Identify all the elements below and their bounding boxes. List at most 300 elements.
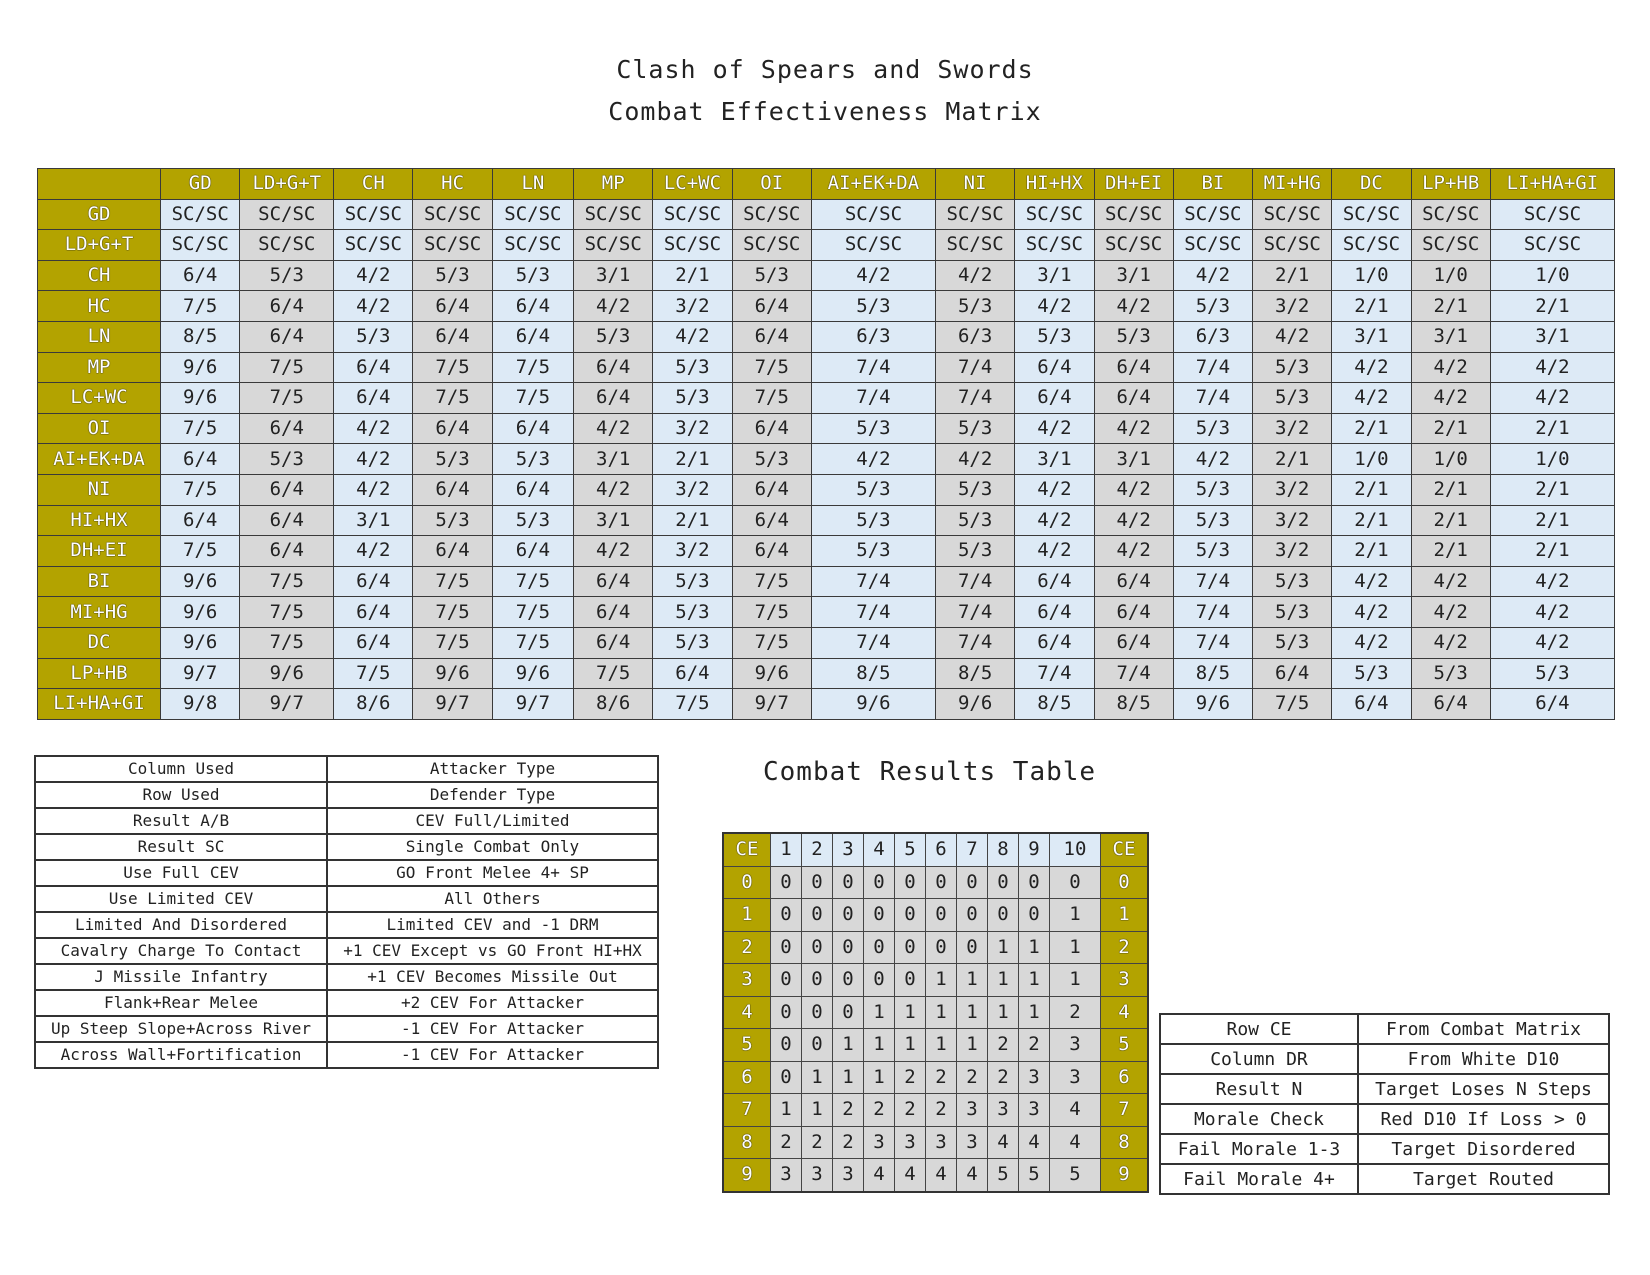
- crt-cell: 1: [864, 1029, 895, 1062]
- legend-term: Row Used: [35, 782, 327, 808]
- matrix-column-header: DC: [1332, 169, 1411, 200]
- matrix-cell: 7/5: [240, 566, 334, 597]
- crt-cell: 1: [1050, 931, 1101, 964]
- key-row: [1160, 1044, 1609, 1074]
- key-term: Result N: [1160, 1074, 1358, 1104]
- matrix-cell: 4/2: [1173, 260, 1252, 291]
- crt-cell: 2: [895, 1061, 926, 1094]
- matrix-cell: 4/2: [1015, 291, 1094, 322]
- crt-die-header: 9: [1019, 833, 1050, 866]
- matrix-cell: 7/5: [161, 413, 240, 444]
- matrix-cell: 2/1: [1332, 505, 1411, 536]
- matrix-cell: 6/4: [732, 505, 811, 536]
- matrix-column-header: AI+EK+DA: [811, 169, 935, 200]
- matrix-cell: 7/5: [413, 383, 492, 414]
- matrix-cell: 4/2: [1490, 597, 1614, 628]
- crt-die-header: 2: [802, 833, 833, 866]
- crt-row-ce: 4: [723, 996, 771, 1029]
- crt-row-ce: 2: [723, 931, 771, 964]
- matrix-cell: 5/3: [653, 566, 732, 597]
- crt-cell: 3: [988, 1094, 1019, 1127]
- matrix-cell: 2/1: [1411, 474, 1490, 505]
- legend-term: Across Wall+Fortification: [35, 1042, 327, 1068]
- matrix-column-header: LN: [492, 169, 573, 200]
- matrix-cell: 7/5: [732, 352, 811, 383]
- crt-row: [723, 1126, 1148, 1159]
- crt-key-table: [1159, 1013, 1610, 1195]
- crt-cell: 4: [957, 1159, 988, 1192]
- crt-cell: 3: [895, 1126, 926, 1159]
- matrix-cell: 6/4: [1015, 383, 1094, 414]
- matrix-cell: SC/SC: [1015, 230, 1094, 261]
- crt-cell: 1: [1019, 931, 1050, 964]
- crt-cell: 1: [957, 996, 988, 1029]
- matrix-cell: 9/6: [811, 689, 935, 720]
- matrix-column-header: LC+WC: [653, 169, 732, 200]
- matrix-cell: 6/3: [811, 321, 935, 352]
- matrix-cell: SC/SC: [1173, 199, 1252, 230]
- matrix-row-header: HC: [38, 291, 161, 322]
- matrix-cell: 7/4: [811, 383, 935, 414]
- matrix-cell: 4/2: [1094, 291, 1173, 322]
- matrix-cell: 6/4: [574, 597, 653, 628]
- matrix-cell: 5/3: [653, 597, 732, 628]
- crt-cell: 1: [771, 1094, 802, 1127]
- matrix-cell: 5/3: [732, 260, 811, 291]
- crt-cell: 4: [1050, 1126, 1101, 1159]
- matrix-cell: 6/4: [413, 321, 492, 352]
- matrix-cell: 7/4: [811, 566, 935, 597]
- crt-cell: 2: [833, 1094, 864, 1127]
- matrix-cell: 6/4: [1094, 627, 1173, 658]
- matrix-cell: 1/0: [1411, 444, 1490, 475]
- matrix-cell: SC/SC: [653, 199, 732, 230]
- legend-row: [35, 938, 658, 964]
- matrix-cell: SC/SC: [1411, 230, 1490, 261]
- matrix-cell: 9/7: [240, 689, 334, 720]
- crt-die-header: 3: [833, 833, 864, 866]
- key-meaning: From White D10: [1358, 1044, 1609, 1074]
- crt-cell: 1: [1050, 964, 1101, 997]
- matrix-cell: 8/6: [574, 689, 653, 720]
- matrix-cell: 5/3: [1173, 291, 1252, 322]
- crt-cell: 3: [1019, 1061, 1050, 1094]
- legend-term: Result SC: [35, 834, 327, 860]
- matrix-row: [38, 689, 1615, 720]
- matrix-cell: 5/3: [811, 291, 935, 322]
- crt-cell: 0: [802, 1029, 833, 1062]
- matrix-cell: 6/4: [1015, 597, 1094, 628]
- crt-cell: 0: [1050, 866, 1101, 899]
- matrix-cell: SC/SC: [492, 230, 573, 261]
- crt-cell: 1: [988, 996, 1019, 1029]
- crt-cell: 0: [895, 931, 926, 964]
- matrix-cell: 5/3: [492, 505, 573, 536]
- legend-row: [35, 964, 658, 990]
- matrix-cell: 6/4: [1411, 689, 1490, 720]
- crt-cell: 1: [1050, 899, 1101, 932]
- matrix-cell: 2/1: [1332, 536, 1411, 567]
- matrix-cell: 6/4: [334, 383, 413, 414]
- legend-meaning: Single Combat Only: [327, 834, 658, 860]
- crt-row: [723, 931, 1148, 964]
- crt-cell: 3: [1050, 1061, 1101, 1094]
- matrix-cell: 5/3: [732, 444, 811, 475]
- matrix-cell: 4/2: [811, 260, 935, 291]
- matrix-cell: 4/2: [1094, 536, 1173, 567]
- matrix-cell: 6/4: [1490, 689, 1614, 720]
- crt-cell: 0: [833, 996, 864, 1029]
- matrix-cell: 7/4: [935, 627, 1014, 658]
- matrix-cell: 1/0: [1490, 444, 1614, 475]
- matrix-cell: 4/2: [1094, 413, 1173, 444]
- key-meaning: From Combat Matrix: [1358, 1014, 1609, 1044]
- matrix-cell: 3/2: [653, 536, 732, 567]
- matrix-row: [38, 444, 1615, 475]
- crt-row-ce-right: 8: [1101, 1126, 1149, 1159]
- crt-row-ce: 1: [723, 899, 771, 932]
- matrix-cell: 2/1: [1411, 505, 1490, 536]
- matrix-cell: 5/3: [1173, 536, 1252, 567]
- matrix-cell: 7/5: [413, 597, 492, 628]
- matrix-cell: 5/3: [653, 383, 732, 414]
- matrix-cell: 6/4: [240, 536, 334, 567]
- matrix-cell: 4/2: [1094, 474, 1173, 505]
- crt-cell: 3: [957, 1126, 988, 1159]
- matrix-cell: 9/6: [240, 658, 334, 689]
- matrix-cell: SC/SC: [1332, 199, 1411, 230]
- matrix-cell: 5/3: [413, 260, 492, 291]
- matrix-row-header: BI: [38, 566, 161, 597]
- matrix-cell: 5/3: [413, 444, 492, 475]
- legend-term: Limited And Disordered: [35, 912, 327, 938]
- matrix-cell: 3/2: [1253, 474, 1332, 505]
- matrix-cell: 5/3: [811, 505, 935, 536]
- matrix-cell: 2/1: [1332, 413, 1411, 444]
- crt-cell: 3: [1019, 1094, 1050, 1127]
- matrix-row-header: LP+HB: [38, 658, 161, 689]
- matrix-cell: 3/1: [574, 444, 653, 475]
- matrix-cell: 8/5: [1173, 658, 1252, 689]
- matrix-cell: 7/4: [811, 352, 935, 383]
- matrix-cell: 3/2: [1253, 291, 1332, 322]
- crt-cell: 0: [988, 866, 1019, 899]
- matrix-corner-cell: [38, 169, 161, 200]
- legend-meaning: Defender Type: [327, 782, 658, 808]
- matrix-cell: SC/SC: [334, 230, 413, 261]
- matrix-cell: 3/1: [1015, 260, 1094, 291]
- crt-row-ce: 9: [723, 1159, 771, 1192]
- crt-row-ce: 8: [723, 1126, 771, 1159]
- matrix-column-header: DH+EI: [1094, 169, 1173, 200]
- matrix-cell: 6/4: [574, 352, 653, 383]
- matrix-row: [38, 321, 1615, 352]
- crt-cell: 0: [864, 964, 895, 997]
- page-subtitle: Combat Effectiveness Matrix: [608, 97, 1042, 126]
- crt-cell: 0: [864, 866, 895, 899]
- matrix-cell: 2/1: [1411, 291, 1490, 322]
- page-title: Clash of Spears and Swords: [616, 55, 1034, 84]
- matrix-cell: 6/4: [1015, 627, 1094, 658]
- matrix-cell: SC/SC: [653, 230, 732, 261]
- legend-term: Use Limited CEV: [35, 886, 327, 912]
- matrix-cell: 8/5: [1094, 689, 1173, 720]
- matrix-cell: 2/1: [1332, 291, 1411, 322]
- crt-cell: 0: [771, 899, 802, 932]
- legend-term: Use Full CEV: [35, 860, 327, 886]
- matrix-cell: 4/2: [1490, 566, 1614, 597]
- matrix-cell: 4/2: [1253, 321, 1332, 352]
- matrix-cell: 6/4: [492, 536, 573, 567]
- matrix-cell: 3/2: [653, 291, 732, 322]
- crt-cell: 2: [802, 1126, 833, 1159]
- matrix-cell: 4/2: [1015, 505, 1094, 536]
- key-term: Row CE: [1160, 1014, 1358, 1044]
- matrix-cell: 7/5: [240, 627, 334, 658]
- matrix-cell: SC/SC: [935, 230, 1014, 261]
- matrix-cell: 7/4: [1173, 566, 1252, 597]
- matrix-cell: 7/4: [1173, 597, 1252, 628]
- matrix-cell: 3/1: [1490, 321, 1614, 352]
- crt-row-ce-right: 1: [1101, 899, 1149, 932]
- crt-cell: 0: [864, 899, 895, 932]
- matrix-cell: 7/4: [1094, 658, 1173, 689]
- matrix-cell: 4/2: [1332, 627, 1411, 658]
- crt-row: [723, 866, 1148, 899]
- matrix-row: [38, 230, 1615, 261]
- legend-term: Up Steep Slope+Across River: [35, 1016, 327, 1042]
- crt-cell: 1: [926, 996, 957, 1029]
- matrix-row-header: AI+EK+DA: [38, 444, 161, 475]
- matrix-cell: 4/2: [1332, 566, 1411, 597]
- matrix-cell: 6/4: [732, 413, 811, 444]
- matrix-cell: 7/5: [492, 352, 573, 383]
- crt-cell: 0: [926, 866, 957, 899]
- key-term: Fail Morale 4+: [1160, 1164, 1358, 1194]
- matrix-cell: SC/SC: [492, 199, 573, 230]
- matrix-cell: SC/SC: [732, 230, 811, 261]
- matrix-cell: 6/4: [413, 474, 492, 505]
- legend-row: [35, 860, 658, 886]
- matrix-cell: 3/2: [1253, 505, 1332, 536]
- matrix-cell: 6/4: [161, 260, 240, 291]
- matrix-cell: SC/SC: [574, 230, 653, 261]
- crt-cell: 0: [771, 1061, 802, 1094]
- matrix-cell: 4/2: [1332, 597, 1411, 628]
- crt-cell: 0: [926, 931, 957, 964]
- matrix-cell: 5/3: [811, 474, 935, 505]
- matrix-cell: 4/2: [334, 536, 413, 567]
- crt-row-ce-right: 2: [1101, 931, 1149, 964]
- matrix-row-header: DH+EI: [38, 536, 161, 567]
- matrix-cell: 7/4: [1015, 658, 1094, 689]
- key-meaning: Target Loses N Steps: [1358, 1074, 1609, 1104]
- legend-meaning: Limited CEV and -1 DRM: [327, 912, 658, 938]
- matrix-row: [38, 352, 1615, 383]
- matrix-cell: 5/3: [653, 352, 732, 383]
- matrix-row: [38, 199, 1615, 230]
- matrix-cell: 6/4: [732, 321, 811, 352]
- matrix-cell: 6/4: [334, 566, 413, 597]
- matrix-cell: 9/6: [161, 352, 240, 383]
- crt-cell: 1: [957, 964, 988, 997]
- matrix-cell: 6/4: [1094, 383, 1173, 414]
- matrix-cell: 6/4: [492, 291, 573, 322]
- crt-row: [723, 1094, 1148, 1127]
- matrix-cell: 5/3: [1490, 658, 1614, 689]
- matrix-cell: 7/5: [1253, 689, 1332, 720]
- crt-cell: 0: [957, 866, 988, 899]
- matrix-cell: 6/3: [935, 321, 1014, 352]
- matrix-cell: SC/SC: [1253, 199, 1332, 230]
- matrix-cell: 6/4: [240, 474, 334, 505]
- matrix-cell: 9/7: [161, 658, 240, 689]
- matrix-cell: 6/4: [1332, 689, 1411, 720]
- matrix-cell: 7/4: [935, 352, 1014, 383]
- matrix-column-header: HC: [413, 169, 492, 200]
- matrix-cell: 4/2: [1015, 413, 1094, 444]
- matrix-cell: 6/4: [1094, 597, 1173, 628]
- crt-die-header: 6: [926, 833, 957, 866]
- crt-cell: 3: [1050, 1029, 1101, 1062]
- crt-cell: 1: [895, 1029, 926, 1062]
- legend-term: Column Used: [35, 756, 327, 782]
- matrix-cell: 5/3: [1411, 658, 1490, 689]
- matrix-cell: 3/2: [1253, 413, 1332, 444]
- matrix-column-header: OI: [732, 169, 811, 200]
- matrix-cell: 6/4: [492, 413, 573, 444]
- crt-cell: 0: [957, 899, 988, 932]
- matrix-cell: 9/7: [413, 689, 492, 720]
- matrix-cell: 5/3: [240, 260, 334, 291]
- legend-row: [35, 834, 658, 860]
- crt-cell: 1: [988, 931, 1019, 964]
- matrix-row-header: LC+WC: [38, 383, 161, 414]
- key-meaning: Red D10 If Loss > 0: [1358, 1104, 1609, 1134]
- matrix-cell: 6/4: [161, 444, 240, 475]
- matrix-column-header: LP+HB: [1411, 169, 1490, 200]
- matrix-cell: 6/4: [240, 321, 334, 352]
- matrix-row: [38, 260, 1615, 291]
- key-row: [1160, 1134, 1609, 1164]
- matrix-cell: 7/4: [1173, 352, 1252, 383]
- crt-header-row: [723, 833, 1148, 866]
- crt-cell: 0: [771, 996, 802, 1029]
- matrix-row: [38, 291, 1615, 322]
- matrix-cell: 9/6: [732, 658, 811, 689]
- legend-meaning: All Others: [327, 886, 658, 912]
- crt-cell: 0: [833, 964, 864, 997]
- crt-cell: 0: [771, 931, 802, 964]
- matrix-cell: 4/2: [935, 444, 1014, 475]
- crt-cell: 2: [833, 1126, 864, 1159]
- matrix-cell: 4/2: [1332, 352, 1411, 383]
- crt-row-ce: 0: [723, 866, 771, 899]
- crt-row-ce: 5: [723, 1029, 771, 1062]
- matrix-cell: 6/4: [240, 413, 334, 444]
- matrix-cell: 6/4: [240, 505, 334, 536]
- key-row: [1160, 1014, 1609, 1044]
- crt-die-header: 5: [895, 833, 926, 866]
- matrix-cell: 4/2: [1411, 597, 1490, 628]
- crt-row: [723, 964, 1148, 997]
- matrix-cell: 7/5: [240, 383, 334, 414]
- crt-cell: 2: [926, 1061, 957, 1094]
- key-row: [1160, 1104, 1609, 1134]
- matrix-cell: SC/SC: [1411, 199, 1490, 230]
- crt-cell: 0: [771, 964, 802, 997]
- crt-cell: 5: [1019, 1159, 1050, 1192]
- matrix-row: [38, 383, 1615, 414]
- matrix-cell: 6/4: [413, 413, 492, 444]
- matrix-cell: 6/3: [1173, 321, 1252, 352]
- matrix-cell: 1/0: [1490, 260, 1614, 291]
- matrix-cell: SC/SC: [811, 199, 935, 230]
- matrix-row-header: NI: [38, 474, 161, 505]
- crt-row: [723, 1029, 1148, 1062]
- matrix-cell: SC/SC: [161, 199, 240, 230]
- matrix-cell: 6/4: [732, 291, 811, 322]
- crt-die-header: 8: [988, 833, 1019, 866]
- matrix-cell: 7/5: [161, 291, 240, 322]
- matrix-cell: 4/2: [1015, 474, 1094, 505]
- matrix-cell: 5/3: [413, 505, 492, 536]
- crt-cell: 1: [802, 1061, 833, 1094]
- matrix-cell: 7/5: [653, 689, 732, 720]
- crt-row-ce-right: 5: [1101, 1029, 1149, 1062]
- matrix-cell: 4/2: [1411, 566, 1490, 597]
- key-term: Fail Morale 1-3: [1160, 1134, 1358, 1164]
- matrix-cell: 9/6: [492, 658, 573, 689]
- matrix-cell: 8/5: [811, 658, 935, 689]
- crt-row-ce-right: 0: [1101, 866, 1149, 899]
- matrix-cell: 1/0: [1332, 260, 1411, 291]
- legend-row: [35, 808, 658, 834]
- matrix-cell: 4/2: [1411, 383, 1490, 414]
- matrix-row-header: HI+HX: [38, 505, 161, 536]
- crt-cell: 1: [957, 1029, 988, 1062]
- matrix-cell: 2/1: [653, 444, 732, 475]
- matrix-cell: 4/2: [334, 444, 413, 475]
- crt-cell: 1: [864, 996, 895, 1029]
- matrix-cell: 5/3: [653, 627, 732, 658]
- matrix-cell: 5/3: [1173, 505, 1252, 536]
- crt-cell: 0: [802, 996, 833, 1029]
- matrix-cell: 7/5: [732, 383, 811, 414]
- matrix-cell: SC/SC: [1490, 230, 1614, 261]
- matrix-cell: 7/5: [413, 352, 492, 383]
- legend-term: Result A/B: [35, 808, 327, 834]
- matrix-cell: 9/7: [732, 689, 811, 720]
- matrix-cell: 6/4: [1015, 352, 1094, 383]
- crt-cell: 2: [926, 1094, 957, 1127]
- matrix-cell: 2/1: [1332, 474, 1411, 505]
- crt-cell: 0: [802, 899, 833, 932]
- matrix-row-header: OI: [38, 413, 161, 444]
- legend-meaning: -1 CEV For Attacker: [327, 1042, 658, 1068]
- crt-row-ce-right: 3: [1101, 964, 1149, 997]
- matrix-row: [38, 566, 1615, 597]
- matrix-cell: 6/4: [574, 383, 653, 414]
- legend-meaning: +1 CEV Becomes Missile Out: [327, 964, 658, 990]
- crt-cell: 4: [926, 1159, 957, 1192]
- key-row: [1160, 1074, 1609, 1104]
- matrix-cell: 6/4: [1094, 566, 1173, 597]
- matrix-cell: 7/5: [492, 566, 573, 597]
- matrix-row-header: MI+HG: [38, 597, 161, 628]
- matrix-cell: 3/1: [574, 260, 653, 291]
- matrix-cell: 7/4: [935, 566, 1014, 597]
